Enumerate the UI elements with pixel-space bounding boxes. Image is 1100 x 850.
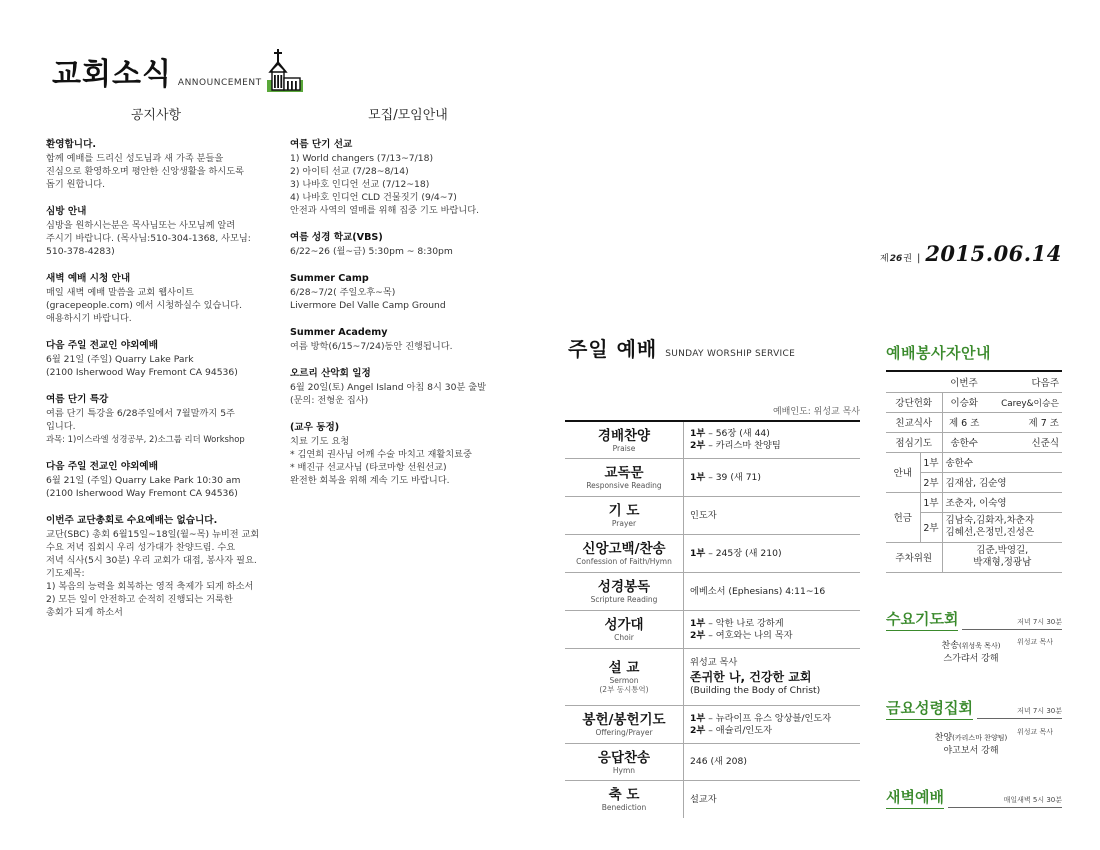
recruit-title: Summer Camp [290, 273, 369, 284]
service-label: 1부 [690, 471, 706, 483]
meeting-content-note: (카리스마 찬양팀) [952, 734, 1008, 742]
volunteer-row [886, 432, 1062, 452]
detail-text: – 39 (새 71) [705, 471, 761, 483]
meeting-header [886, 697, 1062, 720]
notice-title: 심방 안내 [46, 206, 87, 217]
volunteer-role: 안내 [886, 452, 920, 492]
notice-line: 총회가 되게 하소서 [46, 607, 123, 618]
notice-line: 주시기 바랍니다. (목사님:510-304-1368, 사모님: [46, 233, 251, 244]
detail-text: 246 (새 208) [690, 756, 747, 767]
meeting-content [916, 640, 1026, 666]
service-label: 1부 [690, 712, 706, 724]
notice-line: 돕기 원합니다. [46, 179, 106, 190]
notice-line: 1) 복음의 능력을 회복하는 영적 축제가 되게 하소서 [46, 581, 254, 592]
notice-item [46, 138, 272, 191]
service-label: 1부 [690, 428, 706, 439]
worship-item-ko: 신앙고백/찬송 [582, 541, 666, 557]
recruit-title: 오르리 산악회 일정 [290, 368, 371, 379]
worship-item-ko: 설 교 [608, 660, 640, 676]
volunteer-names: 김재삼, 김순영 [942, 472, 1062, 492]
recruit-line: 치료 기도 요청 [290, 436, 350, 447]
worship-item-en: Benediction [601, 803, 647, 812]
notice-title: 새벽 예배 시청 안내 [46, 273, 131, 284]
volunteer-names-line: 김혜선,은정민,진성은 [945, 527, 1035, 538]
detail-text: – 애슐리/인도자 [705, 724, 773, 736]
worship-order-table [565, 422, 860, 818]
worship-title-ko: 주일 예배 [568, 337, 658, 361]
page-title: 교회소식 [52, 57, 172, 92]
worship-row [565, 649, 860, 706]
detail-text: – 뉴라이프 유스 앙상블/인도자 [705, 712, 832, 724]
recruit-line: 2) 아이티 선교 (7/28~8/14) [290, 166, 409, 177]
meeting-content-main: 찬송 [941, 641, 959, 651]
notice-item [46, 272, 272, 325]
recruit-column [290, 138, 520, 501]
recruit-title: 여름 단기 선교 [290, 139, 353, 150]
volunteers-title: 예배봉사자안내 [886, 344, 991, 362]
meeting-title: 새벽예배 [886, 786, 944, 809]
notice-line: 매일 새벽 예배 말씀을 교회 웹사이트 [46, 287, 194, 298]
worship-item-en: Sermon [609, 676, 639, 685]
worship-row [565, 781, 860, 818]
recruit-item [290, 138, 520, 217]
worship-item-ko: 성가대 [604, 617, 644, 633]
volunteer-row [886, 542, 1062, 572]
worship-item-en: Confession of Faith/Hymn [576, 557, 672, 566]
meeting-rule [962, 618, 1062, 630]
meeting-content-main: 찬양 [934, 733, 953, 743]
meeting-time: 매일새벽 5시 30분 [1003, 796, 1062, 804]
detail-text: – 카리스마 찬양팀 [705, 440, 781, 451]
volunteer-names: 송한수 [942, 452, 1062, 472]
notice-title: 환영합니다. [46, 139, 96, 150]
recruit-line: 안전과 사역의 열매를 위해 집중 기도 바랍니다. [290, 205, 480, 216]
volunteer-names-line: 박재형,정광남 [973, 557, 1032, 568]
announcement-header [52, 48, 304, 92]
worship-item-detail [684, 618, 793, 642]
notice-line: (2100 Isherwood Way Fremont CA 94536) [46, 367, 238, 378]
notice-line: 6월 21일 (주일) Quarry Lake Park 10:30 am [46, 475, 241, 486]
volunteer-row [886, 492, 1062, 512]
notice-line: 6월 21일 (주일) Quarry Lake Park [46, 354, 194, 365]
service-label: 2부 [920, 472, 942, 492]
notice-line: 여름 단기 특강을 6/28주일에서 7월말까지 5주 [46, 408, 235, 419]
col-next-week: 다음주 [986, 372, 1062, 392]
detail-text: 에베소서 (Ephesians) 4:11~16 [690, 585, 826, 597]
volunteer-this: 송한수 [942, 432, 986, 452]
detail-text: – 악한 나로 강하게 [705, 617, 784, 629]
worship-item-detail [684, 472, 761, 484]
worship-item-en: Offering/Prayer [595, 728, 653, 737]
detail-text: 인도자 [690, 509, 717, 521]
recruit-line: 완전한 회복을 위해 계속 기도 바랍니다. [290, 475, 450, 486]
volunteer-role: 친교식사 [886, 412, 942, 432]
worship-row [565, 706, 860, 744]
notice-line: 심방을 원하시는분은 목사님또는 사모님께 알려 [46, 220, 236, 231]
worship-item-ko: 축 도 [608, 787, 640, 803]
volunteer-role: 주차위원 [886, 542, 942, 572]
meeting-time: 저녁 7시 30분 [1017, 707, 1062, 715]
volunteers-header-row [886, 372, 1062, 392]
worship-title [568, 333, 795, 362]
worship-item-name [565, 497, 684, 534]
notice-line: 입니다. [46, 421, 76, 432]
notice-item [46, 460, 272, 500]
service-label: 1부 [920, 452, 942, 472]
recruit-line: (문의: 전형운 집사) [290, 395, 369, 406]
notice-title: 다음 주일 전교인 야외예배 [46, 461, 158, 472]
volunteer-names [942, 542, 1062, 572]
volunteer-role: 헌금 [886, 492, 920, 542]
volunteer-names: 조춘자, 이숙영 [942, 492, 1062, 512]
volunteer-role: 점심기도 [886, 432, 942, 452]
volunteer-role: 강단헌화 [886, 392, 942, 412]
service-label: 1부 [690, 617, 706, 629]
notice-line: (gracepeople.com) 에서 시청하실수 있습니다. [46, 300, 243, 311]
volunteer-next: 제 7 조 [986, 412, 1062, 432]
worship-row [565, 744, 860, 781]
notice-line: (2100 Isherwood Way Fremont CA 94536) [46, 488, 238, 499]
issue-date: 2015.06.14 [925, 241, 1062, 266]
notice-line: 2) 모든 일이 안전하고 순적히 진행되는 거룩한 [46, 594, 233, 605]
worship-item-detail [684, 586, 825, 598]
worship-item-en: Responsive Reading [586, 481, 662, 490]
worship-item-en: Praise [612, 443, 636, 453]
issue-volume-number: 26 [889, 254, 903, 264]
meeting-rule [948, 796, 1062, 808]
notice-line: 기도제목: [46, 568, 85, 579]
volunteer-this: 이승화 [942, 392, 986, 412]
volunteers-table [886, 372, 1062, 573]
recruit-item [290, 367, 520, 407]
meeting-rule [977, 707, 1062, 719]
meeting-content [906, 732, 1036, 758]
notice-line: 수요 저녁 집회시 우리 성가대가 찬양드림. 수요 [46, 542, 236, 553]
worship-item-detail [684, 794, 717, 806]
worship-row [565, 611, 860, 649]
worship-item-ko: 경배찬양 [597, 427, 651, 444]
recruit-item [290, 421, 520, 487]
recruit-line: * 김연희 권사님 어깨 수술 마치고 재활치료중 [290, 449, 472, 460]
notice-line: 진심으로 환영하오며 평안한 신앙생활을 하시도록 [46, 166, 245, 177]
issue-volume-prefix: 제 [880, 254, 889, 264]
col-this-week: 이번주 [942, 372, 986, 392]
notice-item [46, 339, 272, 379]
worship-title-en: SUNDAY WORSHIP SERVICE [665, 349, 796, 359]
worship-item-name [565, 611, 684, 648]
worship-item-ko: 성경봉독 [597, 579, 651, 595]
notice-line: 애용하시기 바랍니다. [46, 313, 132, 324]
meeting-time: 저녁 7시 30분 [1017, 618, 1062, 626]
preacher: 위성교 목사 [690, 657, 738, 668]
detail-text: 설교자 [690, 793, 717, 805]
meeting-content-line: 스가랴서 강해 [943, 654, 999, 664]
recruit-item [290, 272, 520, 312]
worship-row [565, 573, 860, 611]
recruit-title: 여름 성경 학교(VBS) [290, 232, 383, 243]
worship-item-name [565, 649, 684, 705]
meeting-title: 수요기도회 [886, 608, 958, 631]
notice-line: 교단(SBC) 총회 6월15일~18일(월~목) 뉴비전 교회 [46, 529, 260, 540]
notices-column [46, 138, 272, 633]
worship-row [565, 459, 860, 497]
recruit-line: 6월 20일(토) Angel Island 아침 8시 30분 출발 [290, 382, 487, 393]
notice-line: 과목: 1)이스라엘 성경공부, 2)소그룹 리더 Workshop [46, 434, 245, 444]
worship-row [565, 422, 860, 459]
worship-item-detail [684, 548, 782, 560]
volunteer-this: 제 6 조 [942, 412, 986, 432]
notice-item [46, 514, 272, 619]
notice-item [46, 393, 272, 446]
recruit-line: 여름 방학(6/15~7/24)동안 진행됩니다. [290, 341, 453, 352]
recruit-line: 3) 나바호 인디언 선교 (7/12~18) [290, 179, 430, 190]
meeting-leader: 위성교 목사 [1017, 728, 1054, 736]
detail-text: – 245장 (새 210) [705, 547, 782, 559]
worship-item-ko: 봉헌/봉헌기도 [582, 712, 666, 728]
worship-item-ko: 응답찬송 [597, 749, 651, 766]
worship-item-ko: 기 도 [608, 503, 640, 519]
church-icon [264, 48, 304, 92]
worship-item-name [565, 573, 684, 610]
service-label: 2부 [690, 724, 706, 736]
worship-item-en: Prayer [611, 519, 637, 528]
issue-separator: | [916, 253, 921, 264]
recruit-item [290, 231, 520, 258]
recruit-heading: 모집/모임안내 [368, 108, 448, 123]
service-label: 2부 [920, 512, 942, 542]
meeting-wednesday [886, 608, 1062, 631]
notice-title: 이번주 교단총회로 수요예배는 없습니다. [46, 515, 218, 526]
volunteer-row [886, 392, 1062, 412]
volunteer-names [942, 512, 1062, 542]
page-subtitle: ANNOUNCEMENT [177, 78, 262, 88]
volunteer-names-line: 김준,박영길, [976, 545, 1029, 556]
recruit-line: * 배진규 선교사님 (타코마항 선원선교) [290, 462, 447, 473]
meeting-friday [886, 697, 1062, 720]
worship-item-name [565, 706, 684, 743]
recruit-item [290, 326, 520, 353]
volunteer-row [886, 452, 1062, 472]
detail-text: – 56장 (새 44) [705, 428, 770, 439]
notice-title: 다음 주일 전교인 야외예배 [46, 340, 158, 351]
worship-row [565, 497, 860, 535]
worship-row [565, 535, 860, 573]
service-label: 1부 [690, 547, 706, 559]
worship-item-en: Scripture Reading [590, 595, 658, 604]
worship-item-detail [684, 428, 781, 452]
meeting-header [886, 786, 1062, 809]
meeting-title: 금요성령집회 [886, 697, 973, 720]
meeting-content-line: 야고보서 강해 [943, 746, 999, 756]
worship-item-ko: 교독문 [604, 465, 644, 481]
worship-item-name [565, 459, 684, 496]
recruit-line: Livermore Del Valle Camp Ground [290, 300, 446, 311]
sermon-title: 존귀한 나, 건강한 교회 [690, 670, 812, 684]
volunteer-names-line: 김남숙,김화자,차춘자 [945, 515, 1035, 526]
worship-item-name [565, 422, 684, 458]
detail-text: – 여호와는 나의 목자 [705, 629, 793, 641]
worship-item-detail [684, 510, 717, 522]
notice-line: 저녁 식사(5시 30분) 우리 교회가 대접, 봉사자 필요. [46, 555, 257, 566]
notice-title: 여름 단기 특강 [46, 394, 109, 405]
worship-item-detail [684, 657, 820, 697]
service-label: 2부 [690, 440, 706, 451]
worship-item-en: Choir [614, 633, 634, 642]
notices-heading: 공지사항 [130, 108, 182, 123]
meeting-content-note: (위성욱 목사) [958, 642, 1001, 650]
worship-item-detail [684, 756, 747, 768]
issue-info [880, 241, 1062, 266]
worship-item-name [565, 781, 684, 818]
volunteer-next: 신준식 [986, 432, 1062, 452]
recruit-title: Summer Academy [290, 327, 388, 338]
recruit-line: 4) 나바호 인디언 CLD 건물짓기 (9/4~7) [290, 192, 457, 203]
notice-line: 함께 예배를 드리신 성도님과 새 가족 분들을 [46, 153, 224, 164]
meeting-dawn [886, 786, 1062, 809]
notice-line: 510-378-4283) [46, 246, 115, 257]
service-label: 1부 [920, 492, 942, 512]
service-label: 2부 [690, 629, 706, 641]
notice-item [46, 205, 272, 258]
volunteers-corner [886, 372, 942, 392]
worship-item-en: Hymn [612, 765, 636, 775]
meeting-leader: 위성교 목사 [1017, 638, 1054, 646]
issue-volume-suffix: 권 [903, 254, 912, 264]
worship-item-name [565, 535, 684, 572]
volunteer-row [886, 412, 1062, 432]
worship-item-detail [684, 713, 831, 737]
recruit-line: 6/22~26 (월~금) 5:30pm ~ 8:30pm [290, 246, 453, 257]
recruit-line: 1) World changers (7/13~7/18) [290, 153, 434, 164]
volunteer-next: Carey&이승은 [986, 392, 1062, 412]
worship-item-note: (2부 동시통역) [599, 685, 649, 694]
worship-item-name [565, 744, 684, 780]
sermon-title-en: (Building the Body of Christ) [690, 685, 821, 696]
recruit-title: (교우 동정) [290, 422, 340, 433]
recruit-line: 6/28~7/2( 주일오후~목) [290, 287, 396, 298]
meeting-header [886, 608, 1062, 631]
worship-leader: 예배인도: 위성교 목사 [772, 407, 860, 417]
